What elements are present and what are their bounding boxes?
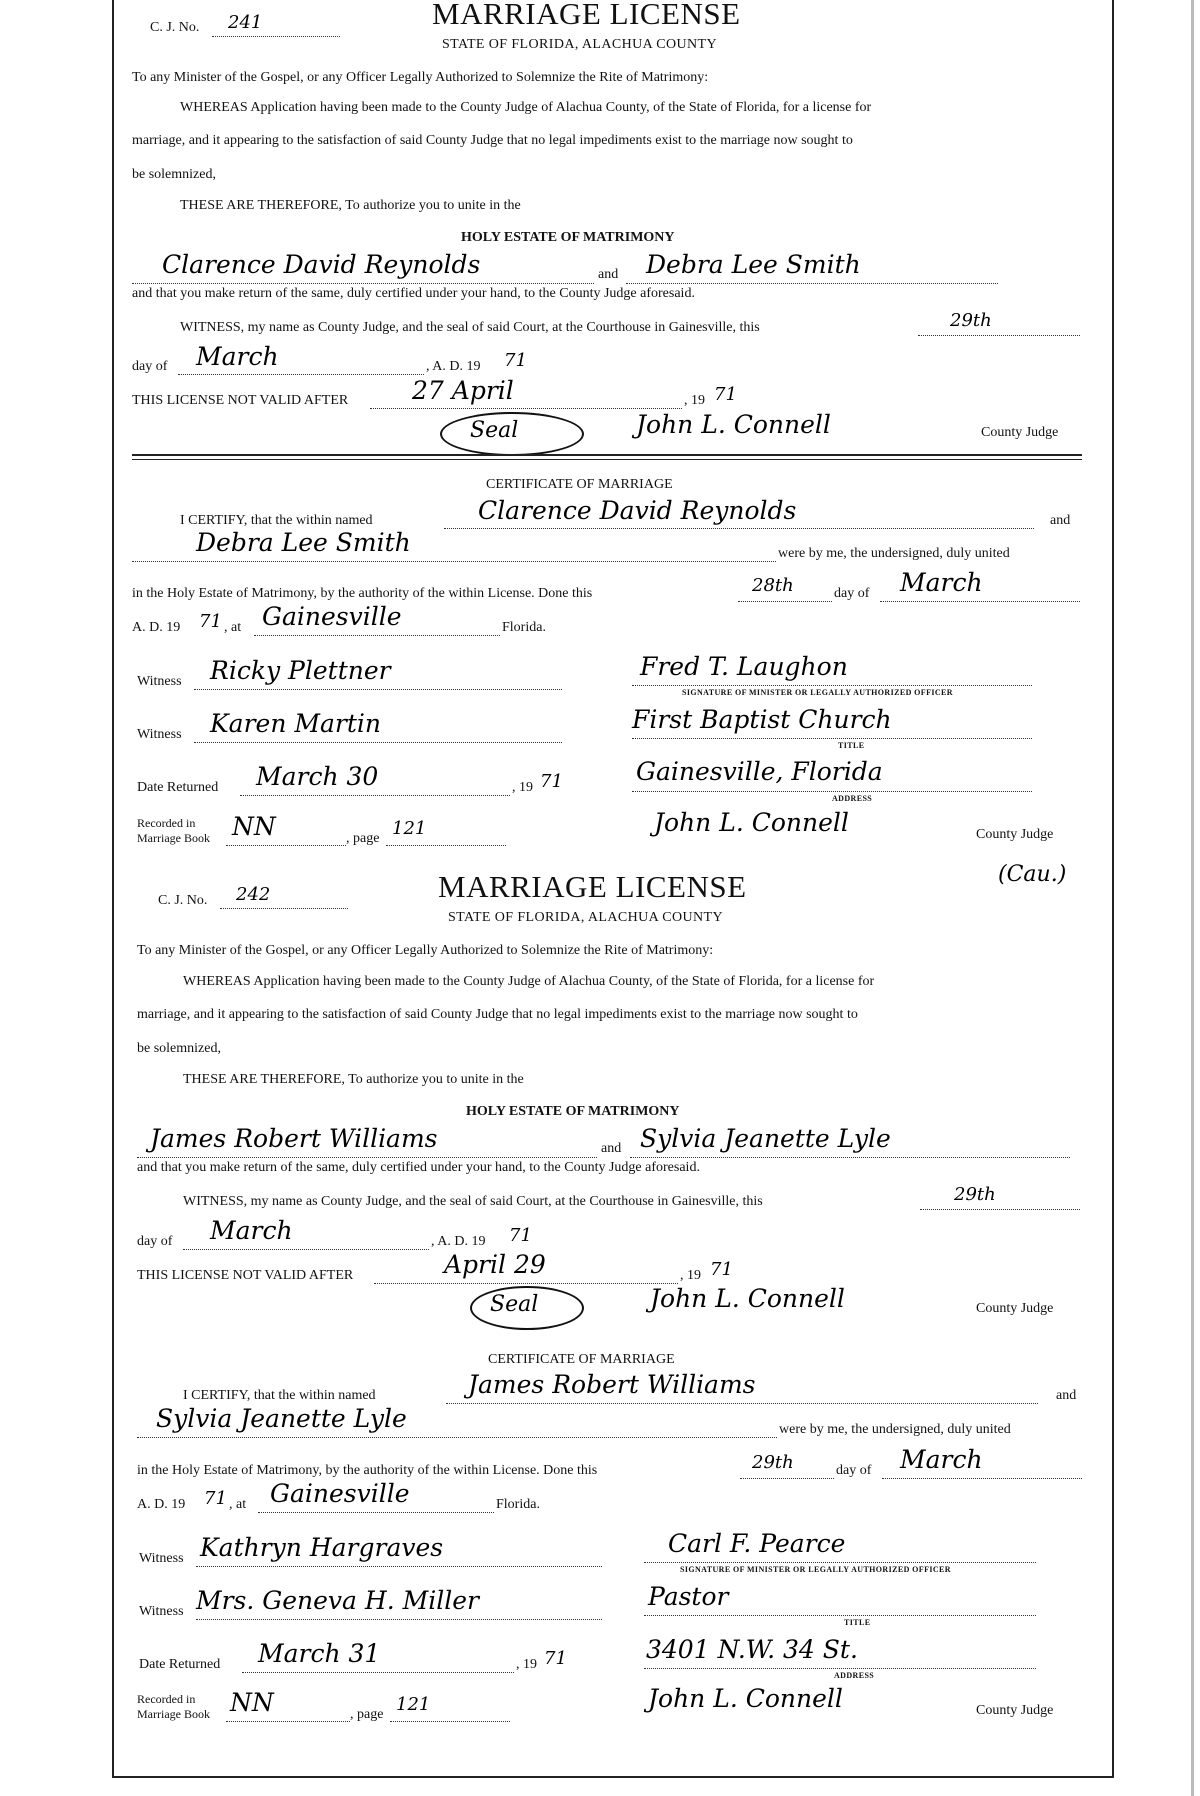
- seal-text: Seal: [490, 1292, 539, 1317]
- certify-label: I CERTIFY, that the within named: [180, 513, 373, 528]
- witness-judge-line: WITNESS, my name as County Judge, and the seal of said Court, at the Courthouse in Gainesville, this: [180, 320, 760, 335]
- ad-at-label: A. D. 19: [132, 620, 181, 635]
- witness-2-label: Witness: [139, 1604, 184, 1619]
- returned-date: March 30: [256, 762, 379, 791]
- witness-2-label: Witness: [137, 727, 182, 742]
- county-judge-label-2: County Judge: [976, 827, 1054, 842]
- marriage-book-label: Marriage Book: [137, 1707, 210, 1721]
- therefore-line: THESE ARE THEREFORE, To authorize you to unite in the: [180, 198, 521, 213]
- seal-text: Seal: [470, 418, 519, 443]
- whereas-line-1: WHEREAS Application having been made to the County Judge of Alachua County, of the State of Florida, for a license for: [180, 100, 872, 115]
- address-caption: ADDRESS: [834, 1671, 875, 1680]
- return-line: and that you make return of the same, duly certified under your hand, to the County Judge aforesaid.: [137, 1160, 700, 1175]
- done-year: 71: [199, 611, 222, 632]
- section-divider: [132, 454, 1082, 456]
- groom-name: Clarence David Reynolds: [162, 250, 481, 279]
- minister-address: Gainesville, Florida: [636, 757, 883, 786]
- address-line: To any Minister of the Gospel, or any Officer Legally Authorized to Solemnize the Rite of Matrimony:: [137, 943, 714, 958]
- recorder-signature: John L. Connell: [654, 808, 849, 837]
- license-day: 29th: [950, 310, 992, 331]
- certificate-heading: CERTIFICATE OF MARRIAGE: [486, 477, 673, 492]
- minister-title: First Baptist Church: [632, 705, 892, 734]
- title-caption: TITLE: [838, 741, 865, 750]
- ad-label: , A. D. 19: [426, 359, 481, 374]
- returned-year: 71: [544, 1648, 567, 1669]
- witness-judge-line: WITNESS, my name as County Judge, and the seal of said Court, at the Courthouse in Gainesville, this: [183, 1194, 763, 1209]
- and-label-2: and: [1056, 1388, 1077, 1403]
- returned-year-label: , 19: [516, 1657, 537, 1672]
- florida-label: Florida.: [496, 1497, 540, 1512]
- minister-signature: Fred T. Laughon: [640, 652, 848, 681]
- license-day: 29th: [954, 1184, 996, 1205]
- page-edge: [1191, 0, 1194, 1796]
- witness-2-name: Mrs. Geneva H. Miller: [196, 1586, 479, 1615]
- minister-title: Pastor: [648, 1582, 729, 1611]
- were-by-me-label: were by me, the undersigned, duly united: [779, 1422, 1011, 1437]
- certify-label: I CERTIFY, that the within named: [183, 1388, 376, 1403]
- day-of-label: day of: [137, 1234, 173, 1249]
- whereas-line-2: marriage, and it appearing to the satisfaction of said County Judge that no legal impediments exist to the marriage now sought to: [132, 133, 853, 148]
- address-line: To any Minister of the Gospel, or any Officer Legally Authorized to Solemnize the Rite of Matrimony:: [132, 70, 709, 85]
- return-line: and that you make return of the same, duly certified under your hand, to the County Judge aforesaid.: [132, 286, 695, 301]
- and-label-2: and: [1050, 513, 1071, 528]
- date-returned-label: Date Returned: [139, 1657, 221, 1672]
- holy-estate-line: in the Holy Estate of Matrimony, by the authority of the within License. Done this: [137, 1463, 598, 1478]
- judge-signature: John L. Connell: [636, 410, 831, 439]
- groom-name: James Robert Williams: [150, 1124, 438, 1153]
- valid-year-label: , 19: [684, 393, 705, 408]
- day-of-label: day of: [132, 359, 168, 374]
- cj-label: C. J. No.: [150, 20, 200, 35]
- ad-label: , A. D. 19: [431, 1234, 486, 1249]
- holy-estate-line: in the Holy Estate of Matrimony, by the authority of the within License. Done this: [132, 586, 593, 601]
- cj-number: 242: [236, 884, 271, 905]
- county-judge-label-2: County Judge: [976, 1703, 1054, 1718]
- witness-2-name: Karen Martin: [210, 709, 381, 738]
- book-code: NN: [232, 812, 276, 841]
- returned-date: March 31: [258, 1639, 381, 1668]
- done-place: Gainesville: [270, 1479, 410, 1508]
- marriage-book-label: Marriage Book: [137, 831, 210, 845]
- title-caption: TITLE: [844, 1618, 871, 1627]
- at-label: , at: [224, 620, 242, 635]
- holy-estate-heading: HOLY ESTATE OF MATRIMONY: [466, 1104, 680, 1119]
- recorded-in-label: Recorded in: [137, 816, 196, 830]
- were-by-me-label: were by me, the undersigned, duly united: [778, 546, 1010, 561]
- returned-year-label: , 19: [512, 780, 533, 795]
- and-label: and: [598, 267, 619, 282]
- license-year: 71: [504, 350, 527, 371]
- date-returned-label: Date Returned: [137, 780, 219, 795]
- witness-1-name: Kathryn Hargraves: [200, 1533, 444, 1562]
- day-of-short: day of: [834, 586, 870, 601]
- sig-minister-caption: SIGNATURE OF MINISTER OR LEGALLY AUTHORIZED OFFICER: [682, 688, 953, 697]
- cj-label: C. J. No.: [158, 893, 208, 908]
- done-year: 71: [204, 1488, 227, 1509]
- whereas-line-2: marriage, and it appearing to the satisfaction of said County Judge that no legal impediments exist to the marriage now sought to: [137, 1007, 858, 1022]
- done-month: March: [900, 568, 983, 597]
- day-of-short: day of: [836, 1463, 872, 1478]
- cert-groom-name: James Robert Williams: [468, 1370, 756, 1399]
- minister-signature: Carl F. Pearce: [668, 1529, 846, 1558]
- license-year: 71: [509, 1225, 532, 1246]
- done-place: Gainesville: [262, 602, 402, 631]
- county-judge-label: County Judge: [981, 425, 1059, 440]
- done-month: March: [900, 1445, 983, 1474]
- bride-name: Debra Lee Smith: [646, 250, 861, 279]
- license-state: STATE OF FLORIDA, ALACHUA COUNTY: [448, 910, 723, 925]
- license-title: MARRIAGE LICENSE: [432, 0, 741, 31]
- not-valid-label: THIS LICENSE NOT VALID AFTER: [132, 393, 349, 408]
- address-caption: ADDRESS: [832, 794, 873, 803]
- witness-1-label: Witness: [137, 674, 182, 689]
- race-note: (Cau.): [998, 862, 1067, 887]
- license-month: March: [196, 342, 279, 371]
- at-label: , at: [229, 1497, 247, 1512]
- holy-estate-heading: HOLY ESTATE OF MATRIMONY: [461, 230, 675, 245]
- license-title: MARRIAGE LICENSE: [438, 869, 747, 904]
- witness-1-label: Witness: [139, 1551, 184, 1566]
- not-valid-label: THIS LICENSE NOT VALID AFTER: [137, 1268, 354, 1283]
- done-day: 29th: [752, 1452, 794, 1473]
- minister-address: 3401 N.W. 34 St.: [646, 1635, 858, 1664]
- ad-at-label: A. D. 19: [137, 1497, 186, 1512]
- recorder-signature: John L. Connell: [648, 1684, 843, 1713]
- license-month: March: [210, 1216, 293, 1245]
- done-day: 28th: [752, 575, 794, 596]
- book-code: NN: [230, 1688, 274, 1717]
- returned-year: 71: [540, 771, 563, 792]
- valid-year: 71: [710, 1259, 733, 1280]
- judge-signature: John L. Connell: [650, 1284, 845, 1313]
- whereas-line-1: WHEREAS Application having been made to the County Judge of Alachua County, of the State of Florida, for a license for: [183, 974, 875, 989]
- cert-groom-name: Clarence David Reynolds: [478, 496, 797, 525]
- cert-bride-name: Debra Lee Smith: [196, 528, 411, 557]
- page-label: , page: [346, 831, 380, 846]
- witness-1-name: Ricky Plettner: [210, 656, 391, 685]
- valid-until: April 29: [444, 1250, 546, 1279]
- license-state: STATE OF FLORIDA, ALACHUA COUNTY: [442, 37, 717, 52]
- recorded-in-label: Recorded in: [137, 1692, 196, 1706]
- county-judge-label: County Judge: [976, 1301, 1054, 1316]
- whereas-line-3: be solemnized,: [137, 1041, 221, 1056]
- page-number: 121: [392, 818, 427, 839]
- valid-year-label: , 19: [680, 1268, 701, 1283]
- therefore-line: THESE ARE THEREFORE, To authorize you to unite in the: [183, 1072, 524, 1087]
- page-label: , page: [350, 1707, 384, 1722]
- whereas-line-3: be solemnized,: [132, 167, 216, 182]
- bride-name: Sylvia Jeanette Lyle: [640, 1124, 891, 1153]
- valid-year: 71: [714, 384, 737, 405]
- page-number: 121: [396, 1694, 431, 1715]
- and-label: and: [601, 1141, 622, 1156]
- valid-until: 27 April: [412, 376, 514, 405]
- certificate-heading: CERTIFICATE OF MARRIAGE: [488, 1352, 675, 1367]
- cert-bride-name: Sylvia Jeanette Lyle: [156, 1404, 407, 1433]
- cj-number: 241: [228, 12, 263, 33]
- sig-minister-caption: SIGNATURE OF MINISTER OR LEGALLY AUTHORIZED OFFICER: [680, 1565, 951, 1574]
- florida-label: Florida.: [502, 620, 546, 635]
